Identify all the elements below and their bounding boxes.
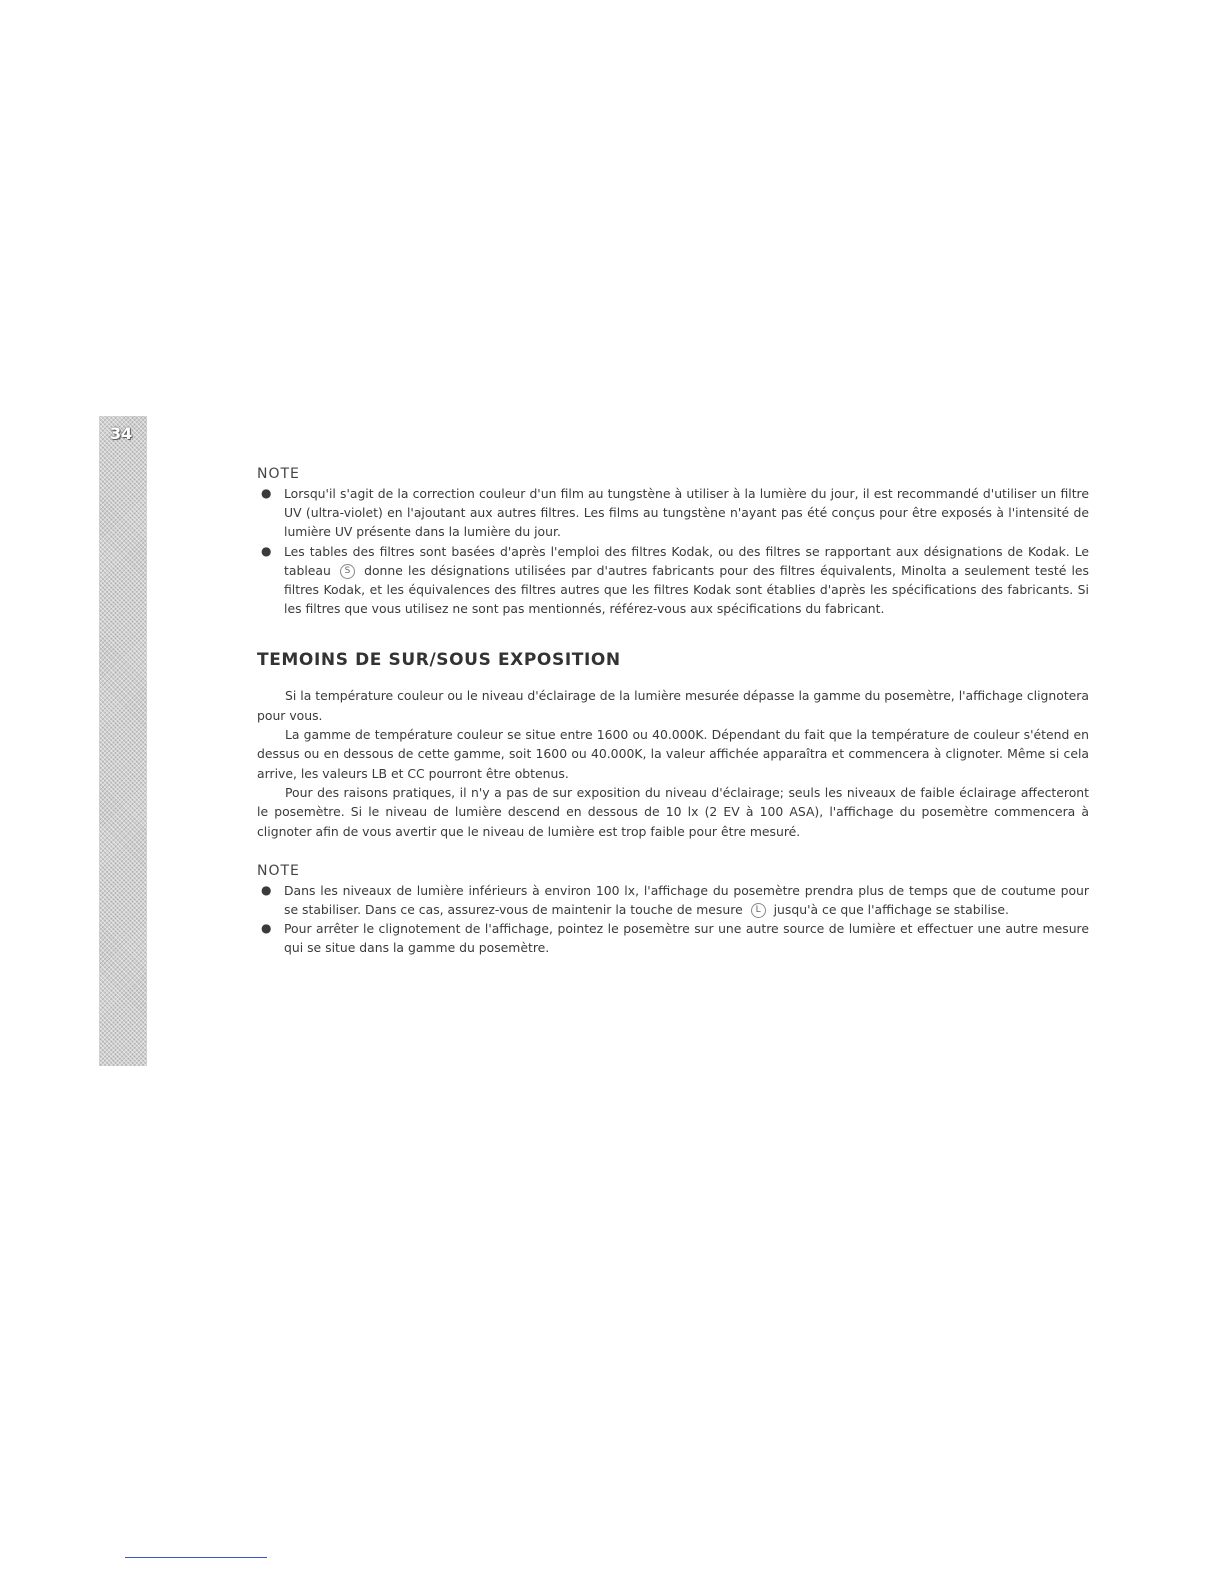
bullet-icon: ● xyxy=(261,486,272,500)
note-label: NOTE xyxy=(257,466,300,482)
paragraph: Si la température couleur ou le niveau d'éclairage de la lumière mesurée dépasse la gamme du posemètre, l'affichage clignotera pour vous. xyxy=(257,688,1089,723)
paragraph: La gamme de température couleur se situe entre 1600 ou 40.000K. Dépendant du fait que la température de couleur s'étend en dessus ou en dessous de cette gamme, soit 1600 ou 40.000K, la valeur affichée apparaîtra et commencera à clignoter. Même si cela arrive, les valeurs LB et CC pourront être obtenus. xyxy=(257,727,1089,781)
note-item-text: Dans les niveaux de lumière inférieurs à environ 100 lx, l'affichage du posemètre prendra plus de temps que de coutume pour se stabiliser. Dans ce cas, assurez-vous de maintenir la touche de mesure xyxy=(284,882,1089,917)
footer-rule xyxy=(125,1557,267,1558)
paragraph: Pour des raisons pratiques, il n'y a pas de sur exposition du niveau d'éclairage; seuls les niveaux de faible éclairage affecteront le posemètre. Si le niveau de lumière descend en dessous de 10 lx (2 EV à 100 ASA), l'affichage du posemètre commencera à clignoter afin de vous avertir que le niveau de lumière est trop faible pour être mesuré. xyxy=(257,784,1089,839)
note-item-text: donne les désignations utilisées par d'autres fabricants pour des filtres équivalents, Minolta a seulement testé les filtres Kodak, et les équivalences des filtres autres que les filtres Kodak sont établies d'après les spécifications des fabricants. Si les filtres que vous utilisez ne sont pas mentionnés, référez-vous aux spécifications du fabricant. xyxy=(284,562,1089,617)
bullet-icon: ● xyxy=(261,882,272,897)
circled-s-icon: S xyxy=(340,564,355,579)
note-item-text: Lorsqu'il s'agit de la correction couleur d'un film au tungstène à utiliser à la lumière du jour, il est recommandé d'utiliser un filtre UV (ultra-violet) en l'ajoutant aux autres filtres. Les films au tungstène n'ayant pas été conçus pour être exposés à l'intensité de lumière UV présente dans la lumière du jour. xyxy=(284,486,1089,540)
note-item-text: jusqu'à ce que l'affichage se stabilise. xyxy=(773,902,1009,917)
note-item xyxy=(257,542,1089,619)
note-label: NOTE xyxy=(257,862,300,879)
note-block-1 xyxy=(257,466,1089,618)
note-item-text: Les tables des filtres sont basées d'après l'emploi des filtres Kodak, ou des filtres se rapportant aux désignations de Kodak. Le tableau xyxy=(284,543,1089,578)
note-item xyxy=(257,484,1089,542)
circled-l-icon: L xyxy=(751,903,766,918)
note-item-text: Pour arrêter le clignotement de l'affichage, pointez le posemètre sur une autre source de lumière et effectuer une autre mesure qui se situe dans la gamme du posemètre. xyxy=(284,921,1089,956)
page-content xyxy=(257,466,1089,958)
bullet-icon: ● xyxy=(261,921,272,936)
section-body xyxy=(257,686,1089,840)
section-heading: TEMOINS DE SUR/SOUS EXPOSITION xyxy=(257,650,621,671)
note-item xyxy=(257,881,1089,919)
note-block-2 xyxy=(257,863,1089,958)
side-tab xyxy=(99,416,147,1066)
note-item xyxy=(257,919,1089,957)
page-number: 34 xyxy=(110,424,133,443)
bullet-icon: ● xyxy=(261,543,272,558)
